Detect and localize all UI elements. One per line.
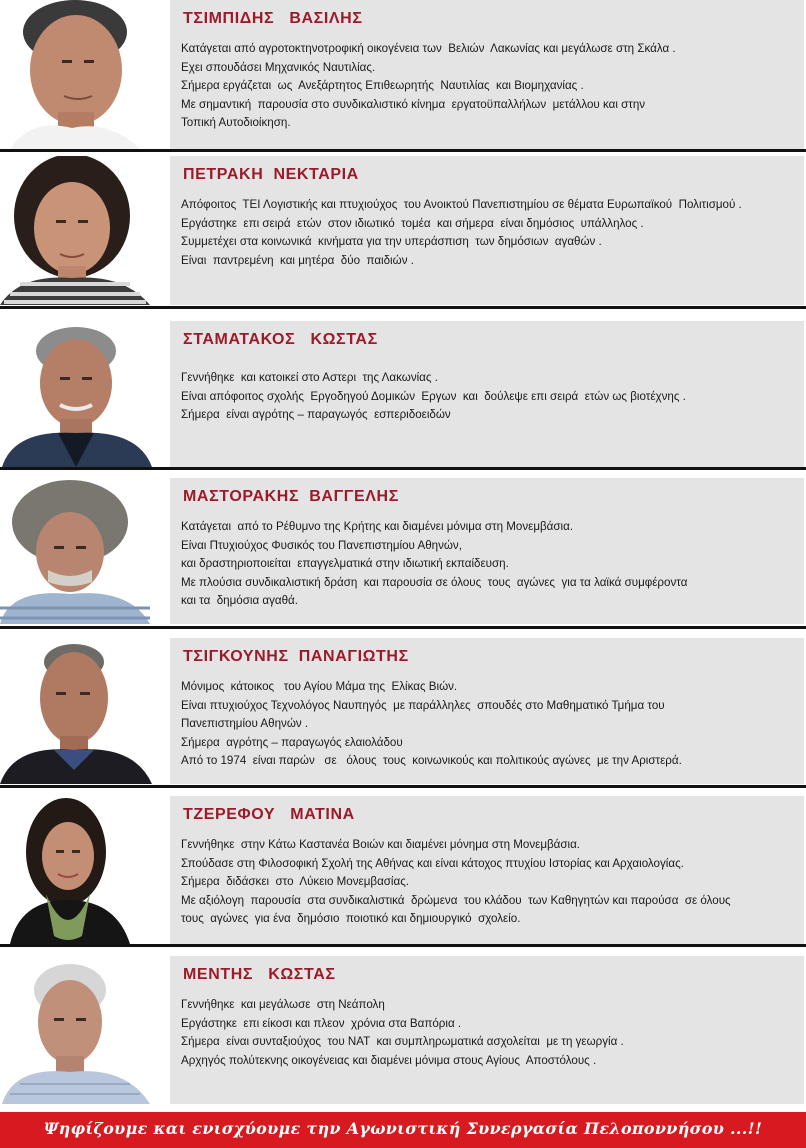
candidate-photo-7 xyxy=(0,956,165,1104)
bio-line: Εργάστηκε επι είκοσι και πλεον χρόνια στα Βαπόρια . xyxy=(181,1016,462,1030)
row-divider xyxy=(0,944,806,947)
candidate-name-3: ΣΤΑΜΑΤΑΚΟΣ ΚΩΣΤΑΣ xyxy=(183,331,378,348)
slogan-banner xyxy=(0,1112,806,1148)
candidate-bio-7 xyxy=(181,996,624,1070)
bio-line: Με πλούσια συνδικαλιστική δράση και παρουσία σε όλους τους αγώνες για τα λαϊκά συμφέροντα xyxy=(181,575,688,589)
bio-line: Γεννήθηκε και μεγάλωσε στη Νεάπολη xyxy=(181,998,385,1011)
bio-line: Γεννήθηκε και κατοικεί στο Αστερι της Λακωνίας . xyxy=(181,371,438,384)
bio-line: Είναι παντρεμένη και μητέρα δύο παιδιών . xyxy=(181,253,414,267)
candidate-name-6: ΤΖΕΡΕΦΟΥ ΜΑΤΙΝΑ xyxy=(183,806,355,823)
candidate-panel-6 xyxy=(170,796,804,944)
candidate-name-2: ΠΕΤΡΑΚΗ ΝΕΚΤΑΡΙΑ xyxy=(183,166,359,183)
candidate-name-1: ΤΣΙΜΠΙΔΗΣ ΒΑΣΙΛΗΣ xyxy=(183,10,363,27)
bio-line: Σπούδασε στη Φιλοσοφική Σχολή της Αθήνας και είναι κάτοχος πτυχίου Ιστορίας και Αρχαιολογίας. xyxy=(181,856,684,870)
bio-line: Σήμερα διδάσκει στο Λύκειο Μονεμβασίας. xyxy=(181,875,410,889)
candidate-panel-3 xyxy=(170,321,804,467)
candidate-bio-2 xyxy=(181,196,742,270)
bio-line: Είναι πτυχιούχος Τεχνολόγος Ναυπηγός με παράλληλες σπουδές στο Μαθηματικό Τμήμα του xyxy=(181,698,665,712)
candidate-row-6 xyxy=(0,796,806,944)
bio-line: Τοπική Αυτοδιοίκηση. xyxy=(181,116,291,130)
bio-line: Με αξιόλογη παρουσία στα συνδικαλιστικά δρώμενα του κλάδου των Καθηγητών και παρούσα σε όλους xyxy=(181,893,731,907)
bio-line: και τα δημόσια αγαθά. xyxy=(181,594,298,608)
candidate-photo-5 xyxy=(0,638,165,784)
bio-line: Πανεπιστημίου Αθηνών . xyxy=(181,717,309,731)
bio-line: Γεννήθηκε στην Κάτω Καστανέα Βοιών και διαμένει μόνημα στη Μονεμβάσια. xyxy=(181,838,581,851)
candidate-row-2 xyxy=(0,156,806,305)
candidate-panel-1 xyxy=(170,0,804,149)
candidate-panel-4 xyxy=(170,478,804,624)
candidate-name-7: ΜΕΝΤΗΣ ΚΩΣΤΑΣ xyxy=(183,966,336,983)
bio-line: Είναι Πτυχιούχος Φυσικός του Πανεπιστημίου Αθηνών, xyxy=(181,538,462,552)
candidate-photo-4 xyxy=(0,478,165,624)
bio-line: Σήμερα είναι αγρότης – παραγωγός εσπεριδοειδών xyxy=(181,408,451,422)
bio-line: τους αγώνες για ένα δημόσιο ποιοτικό και δημιουργικό σχολείο. xyxy=(181,912,521,926)
bio-line: Μόνιμος κάτοικος του Αγίου Μάμα της Ελίκας Βιών. xyxy=(181,680,458,693)
candidate-row-5 xyxy=(0,638,806,784)
candidate-row-3 xyxy=(0,321,806,467)
slogan-text: Ψηφίζουμε και ενισχύουμε την Αγωνιστική Συνεργασία Πελοποννήσου ...!! xyxy=(43,1119,763,1138)
candidate-photo-3 xyxy=(0,321,165,467)
row-divider xyxy=(0,785,806,788)
bio-line: Σήμερα εργάζεται ως Ανεξάρτητος Επιθεωρητής Ναυτιλίας και Βιομηχανίας . xyxy=(181,79,584,93)
row-divider xyxy=(0,626,806,629)
bio-line: Αρχηγός πολύτεκνης οικογένειας και διαμένει μόνιμα στους Αγίους Αποστόλους . xyxy=(181,1053,597,1067)
bio-line: Είναι απόφοιτος σχολής Εργοδηγού Δομικών Εργων και δούλεψε επι σειρά ετών ως βιοτέχνης . xyxy=(181,389,686,403)
bio-line: Εχει σπουδάσει Μηχανικός Ναυτιλίας. xyxy=(181,60,376,74)
row-divider xyxy=(0,149,806,152)
bio-line: Με σημαντική παρουσία στο συνδικαλιστικό κίνημα εργατοϋπαλλήλων μετάλλου και στην xyxy=(181,97,646,111)
candidate-panel-2 xyxy=(170,156,804,305)
bio-line: Απόφοιτος ΤΕΙ Λογιστικής και πτυχιούχος του Ανοικτού Πανεπιστημίου σε θέματα Ευρωπαϊκού Πολιτισμού . xyxy=(181,198,742,211)
candidate-panel-7 xyxy=(170,956,804,1104)
bio-line: Σήμερα είναι συνταξιούχος του ΝΑΤ και συμπληρωματικά ασχολείται με τη γεωργία . xyxy=(181,1035,624,1049)
candidate-photo-6 xyxy=(0,796,165,944)
candidate-name-5: ΤΣΙΓΚΟΥΝΗΣ ΠΑΝΑΓΙΩΤΗΣ xyxy=(183,648,409,665)
candidate-row-7 xyxy=(0,956,806,1104)
candidate-row-1 xyxy=(0,0,806,149)
bio-line: Εργάστηκε επι σειρά ετών στον ιδιωτικό τομέα και σήμερα είναι δημόσιος υπάλληλος . xyxy=(181,216,644,230)
bio-line: Σήμερα αγρότης – παραγωγός ελαιολάδου xyxy=(181,735,403,749)
candidate-panel-5 xyxy=(170,638,804,784)
candidate-photo-2 xyxy=(0,156,165,305)
bio-line: Από το 1974 είναι παρών σε όλους τους κοινωνικούς και πολιτικούς αγώνες με την Αριστερά. xyxy=(181,754,682,768)
row-divider xyxy=(0,306,806,309)
candidate-bio-5 xyxy=(181,678,682,771)
candidate-bio-6 xyxy=(181,836,731,929)
bio-line: Κατάγεται από το Ρέθυμνο της Κρήτης και διαμένει μόνιμα στη Μονεμβάσια. xyxy=(181,520,574,533)
bio-line: Συμμετέχει στα κοινωνικά κινήματα για την υπεράσπιση των δημόσιων αγαθών . xyxy=(181,235,602,249)
bio-line: Κατάγεται από αγροτοκτηνοτροφική οικογένεια των Βελιών Λακωνίας και μεγάλωσε στη Σκάλα . xyxy=(181,42,676,55)
candidate-bio-3 xyxy=(181,369,686,425)
candidate-bio-4 xyxy=(181,518,687,611)
row-divider xyxy=(0,467,806,470)
candidate-row-4 xyxy=(0,478,806,624)
candidate-name-4: ΜΑΣΤΟΡΑΚΗΣ ΒΑΓΓΕΛΗΣ xyxy=(183,488,399,505)
candidate-photo-1 xyxy=(0,0,165,149)
bio-line: και δραστηριοποιείται επαγγελματικά στην ιδιωτική εκπαίδευση. xyxy=(181,557,509,571)
candidate-bio-1 xyxy=(181,40,676,133)
